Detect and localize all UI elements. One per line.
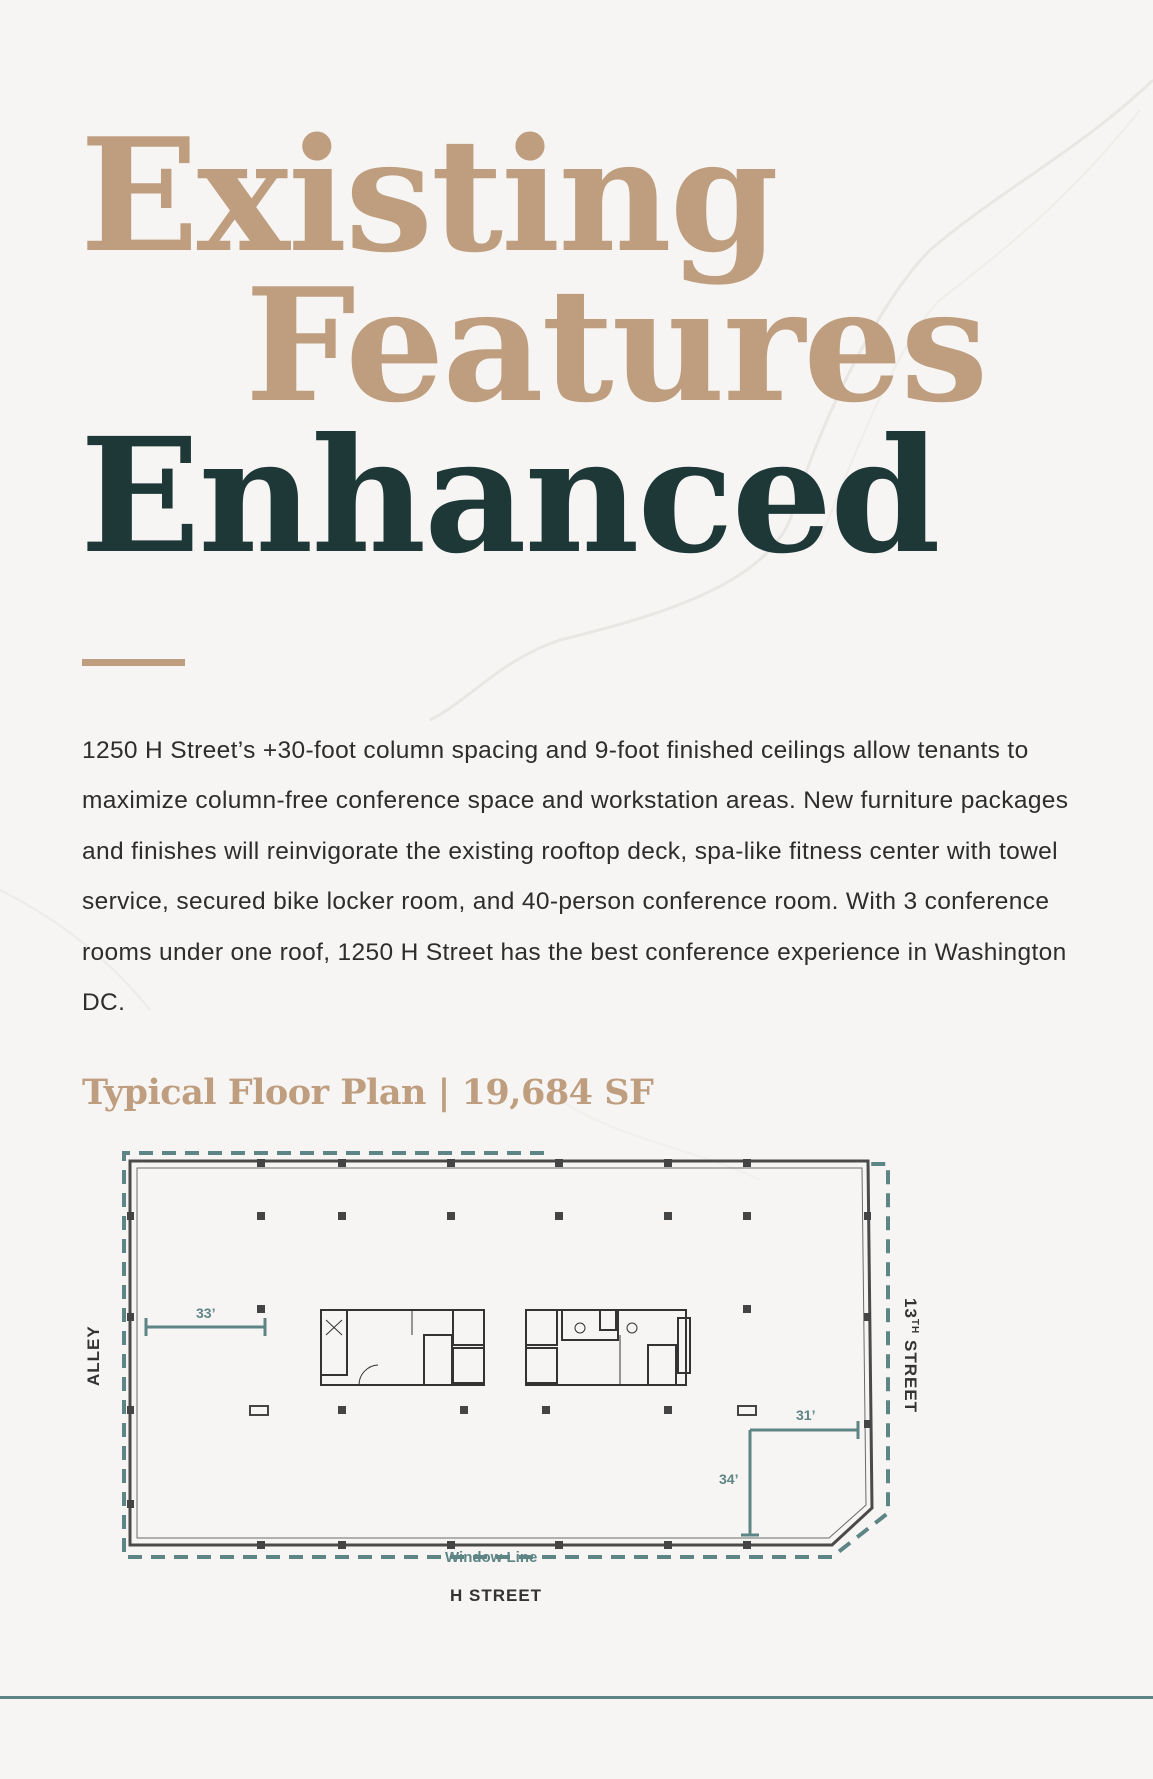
headline-line-3: Enhanced <box>80 404 939 589</box>
building-wall <box>130 1161 872 1545</box>
window-line-outline <box>124 1153 888 1557</box>
dimension-vertical-label: 34’ <box>719 1471 739 1487</box>
core-right <box>526 1310 690 1385</box>
headline-line-1: Existing <box>80 104 777 287</box>
floor-plan-title: Typical Floor Plan | 19,684 SF <box>82 1072 654 1113</box>
columns <box>127 1159 871 1549</box>
core-left <box>321 1310 484 1385</box>
h-street-label: H STREET <box>450 1586 543 1605</box>
description-paragraph: 1250 H Street’s +30-foot column spacing and 9-foot finished ceilings allow tenants to maximize column-free conference space and workstation areas. New furniture packages and finishes will reinvigorate the existing rooftop deck, spa-like fitness center with towel service, secured bike locker room, and 40-person conference room. With 3 conference rooms under one roof, 1250 H Street has the best conference experience in Washington DC. <box>82 737 1069 1017</box>
thirteenth-street-label: 13TH STREET <box>901 1298 920 1414</box>
headline-line-2: Features <box>245 254 987 437</box>
footer-rule <box>0 1696 1153 1699</box>
window-line-label: Window Line <box>445 1549 538 1566</box>
dimension-left-label: 33’ <box>196 1305 216 1321</box>
dimension-right-label: 31’ <box>796 1407 816 1423</box>
alley-label: ALLEY <box>84 1325 103 1386</box>
dimension-right <box>741 1421 858 1535</box>
